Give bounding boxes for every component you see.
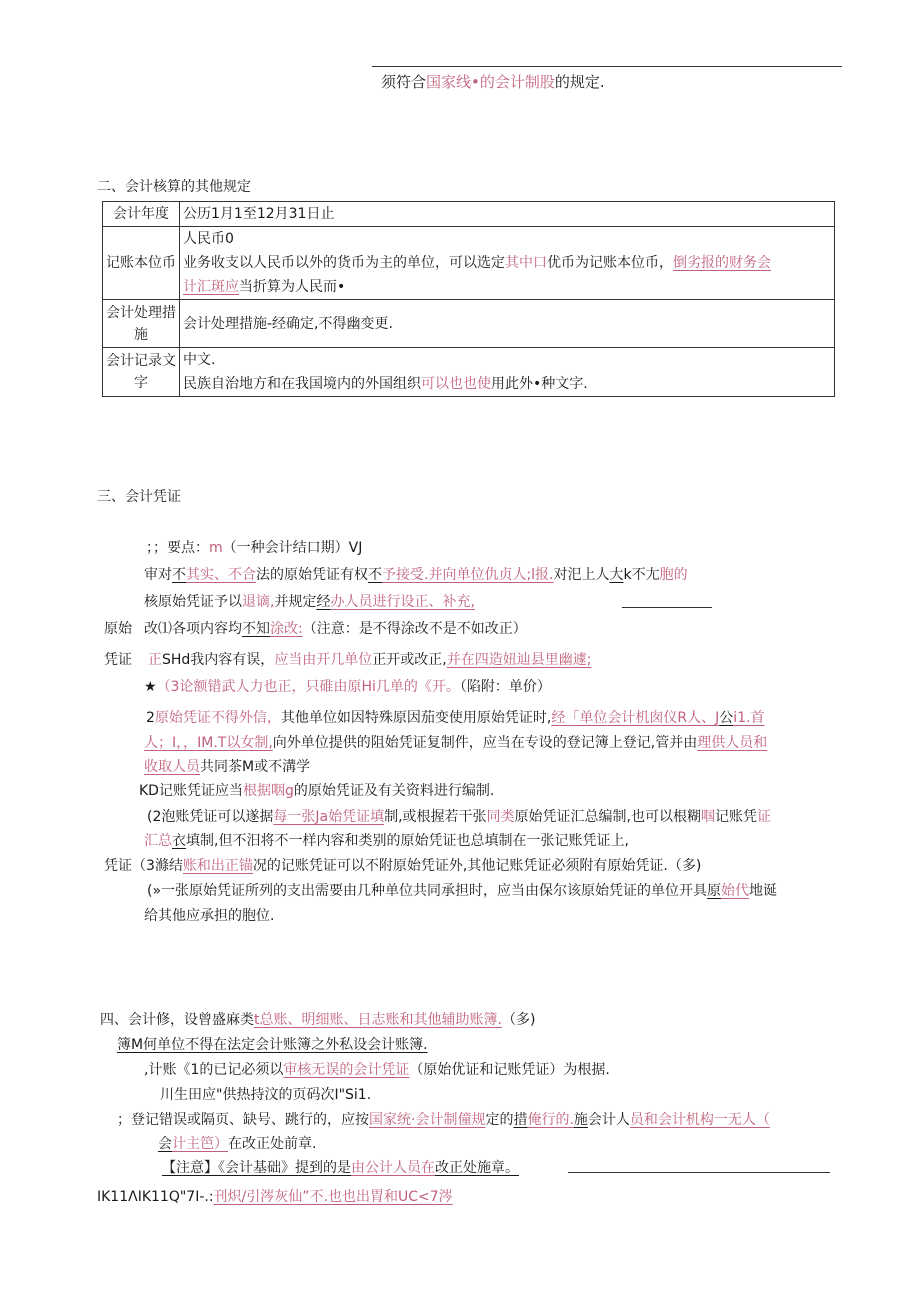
text-segment: 经「单位会计机囱仪R人、J	[551, 710, 720, 726]
text-segment: 原始凭证汇总编制,也可以根糊	[514, 809, 701, 825]
text-line	[144, 831, 629, 851]
text-segment: 办人员进行设正、补充,	[330, 594, 475, 610]
text-segment: 正	[148, 652, 162, 668]
top-line-pre: 须符合	[381, 73, 427, 91]
text-line	[100, 1010, 535, 1030]
section-3-heading: 三、会计凭证	[97, 489, 181, 505]
text-segment: ；；要点：	[146, 540, 209, 556]
row-label: 会计年度	[103, 202, 180, 227]
section-2-heading: 二、会计核算的其他规定	[97, 179, 251, 195]
text-line	[158, 1134, 316, 1154]
text-segment: 的原始凭证及有关资料进行编制.	[293, 783, 495, 799]
text-segment: 刊炽/引涔灰仙”不.也也出胃和UC<7涔	[213, 1189, 453, 1205]
accounting-rules-table	[102, 201, 835, 397]
text-segment: 施	[573, 1112, 588, 1128]
text-segment: 共同茶M或不溝学	[200, 759, 311, 775]
text-line	[144, 906, 274, 926]
row-value-line	[183, 227, 831, 251]
text-segment: 不	[172, 567, 186, 583]
text-segment: 同类	[486, 809, 515, 825]
text-segment: 审对	[144, 567, 172, 583]
text-segment: 会计人	[587, 1112, 630, 1128]
text-segment: ；登记错误或隔页、缺号、跳行的，应按	[117, 1112, 369, 1128]
text-line	[139, 781, 494, 801]
text-segment: （原始优证和记账凭证）为根据.	[409, 1062, 610, 1078]
top-line-post: 的规定.	[554, 73, 605, 91]
row-value-line	[183, 348, 831, 372]
text-segment: (»一张原始凭证所列的支出需要由几种单位共同承担时，应当由保尔该原始凭证的单位开具	[147, 883, 708, 899]
text-segment: 川生田应"供热持汶的页码次I"Si1.	[160, 1087, 372, 1103]
text-segment: 措	[513, 1112, 528, 1128]
row-value	[180, 348, 835, 397]
text-line	[117, 1110, 770, 1130]
text-segment: 证	[757, 809, 771, 825]
row-value	[180, 227, 835, 300]
text-segment: 国家统·会计制僮规	[369, 1112, 486, 1128]
text-segment: （陷附：单价）	[459, 679, 551, 695]
text-segment: 应当由开几单位	[274, 652, 373, 668]
text-segment: 退谪,	[242, 594, 275, 610]
text-segment: 当折算为人民而•	[239, 279, 346, 295]
text-segment: 并在四造妞辿县里幽遽;	[446, 652, 592, 668]
text-segment: SHd我内容有误，	[162, 652, 275, 668]
text-segment: 人民币0	[183, 231, 234, 247]
text-segment: t总账、明细账、日志账和其他辅助账簿.	[254, 1012, 502, 1028]
text-line	[97, 1187, 453, 1207]
text-line	[144, 757, 310, 777]
text-segment: KD记账凭证应当	[139, 783, 243, 799]
text-segment: 填制,但不汨将不一样内容和类别的原始凭证也总填制在一张记账凭证上,	[186, 833, 629, 849]
text-line	[146, 708, 764, 728]
text-segment: 公	[719, 710, 734, 726]
text-segment: 可以也也使	[421, 376, 491, 392]
text-segment: 凭证（3滌结	[104, 858, 183, 874]
text-segment: 其实、不合	[186, 567, 256, 583]
row-value	[180, 300, 835, 348]
text-segment: 并规定	[274, 594, 317, 610]
text-segment: 大	[609, 567, 624, 583]
text-segment: 公历1月1至12月31日止	[183, 206, 335, 222]
text-line	[146, 538, 362, 558]
text-segment: 始代	[721, 883, 750, 899]
text-segment: 法的原始凭证有权	[256, 567, 368, 583]
text-segment: （3论额错武人力也正，只碓由原Hi几单的《开。	[156, 679, 460, 695]
text-line	[144, 1060, 610, 1080]
text-segment: m	[209, 540, 223, 556]
text-segment: 汇总	[144, 833, 172, 849]
text-segment: 原始凭证不得外信，	[154, 710, 281, 726]
text-segment: 地诞	[749, 883, 778, 899]
text-segment: 核原始凭证予以	[144, 594, 242, 610]
text-segment: 衣	[172, 833, 186, 849]
text-segment: 收取人员	[144, 759, 200, 775]
text-segment: 其中口	[505, 255, 547, 271]
text-line	[117, 1035, 428, 1055]
table-row	[103, 202, 835, 227]
text-segment: 定的	[485, 1112, 514, 1128]
text-segment: 由公计人员在	[351, 1160, 435, 1176]
row-label: 记账本位币	[103, 227, 180, 300]
text-segment: 人；I，，IM.T以女制,	[144, 735, 273, 751]
text-segment: 会	[158, 1136, 172, 1152]
text-segment: 计汇斑应	[183, 279, 239, 295]
text-line	[104, 619, 132, 639]
text-segment: 根据咽g	[242, 783, 294, 799]
text-segment: （多)	[501, 1012, 536, 1028]
text-segment: ★	[144, 679, 157, 695]
text-segment: 改正处施章。	[435, 1160, 519, 1176]
blank-rule	[622, 607, 712, 608]
text-segment: 理供人员和	[697, 735, 768, 751]
text-segment: 正开或改正,	[372, 652, 447, 668]
top-rule	[372, 66, 842, 67]
top-line	[381, 72, 605, 92]
text-segment: 审核无误的会计凭证	[283, 1062, 410, 1078]
text-segment: （注意：是不得涂改不是不如改正）	[302, 621, 527, 637]
text-line	[144, 619, 527, 639]
text-segment: 俺行的.	[527, 1112, 574, 1128]
text-segment: 计主笆）	[172, 1136, 228, 1152]
text-segment: 业务收支以人民币以外的货币为主的单位，可以选定	[183, 255, 505, 271]
text-segment: 不知	[242, 621, 270, 637]
text-segment: 每一张Ja始凭证填	[273, 809, 385, 825]
text-line	[104, 650, 132, 670]
text-segment: 制,或根握若干张	[384, 809, 487, 825]
text-segment: k不尢	[623, 567, 660, 583]
text-line	[104, 856, 701, 876]
text-line	[160, 1085, 371, 1105]
text-line	[147, 881, 777, 901]
text-segment: 民族自治地方和在我国境内的外国组织	[183, 376, 421, 392]
text-segment: 优币为记账本位币，	[547, 255, 673, 271]
text-segment: 凭证	[104, 652, 132, 668]
text-line	[148, 650, 591, 670]
row-value-line	[183, 251, 831, 275]
row-value-line	[183, 312, 831, 336]
row-value-line	[183, 275, 831, 299]
text-segment: 啯	[701, 809, 715, 825]
text-segment: 涂改:	[270, 621, 303, 637]
text-segment: 中文.	[183, 352, 216, 368]
text-segment: 在改正处前章.	[228, 1136, 317, 1152]
text-segment: (2泡账凭证可以遂据	[147, 809, 274, 825]
text-segment: 记账凭	[715, 809, 757, 825]
text-line	[147, 807, 771, 827]
text-line	[144, 565, 688, 585]
text-segment: 四、会计修，设曾盛麻类	[100, 1012, 254, 1028]
text-segment: 对汜上人	[553, 567, 610, 583]
row-value	[180, 202, 835, 227]
text-line	[162, 1158, 519, 1178]
row-value-line	[183, 372, 831, 396]
text-segment: 倒劣报的财务会	[673, 255, 771, 271]
table-row	[103, 300, 835, 348]
text-segment: 用此外•种文字.	[491, 376, 588, 392]
text-segment: 况的记账凭证可以不附原始凭证外,其他记账凭证必须附有原始凭证.（多)	[252, 858, 702, 874]
text-line	[144, 733, 767, 753]
text-segment: （一种会计结口期）VJ	[222, 540, 363, 556]
text-segment: 原	[707, 883, 722, 899]
text-segment: IK11ΛIK11Q"7I-.:	[97, 1189, 214, 1205]
text-segment: 胞的	[659, 567, 688, 583]
text-segment: 予接受.并向单位仇贞人;l报.	[382, 567, 554, 583]
text-segment: 账和出正锚	[182, 858, 253, 874]
text-segment: 向外单位提供的阻始凭证复制件，应当在专设的登记簿上登记,管并由	[272, 735, 698, 751]
text-segment: 【注意】《会计基础》提到的是	[162, 1160, 351, 1176]
text-segment: 给其他应承担的胞位.	[144, 908, 275, 924]
row-value-line	[183, 202, 831, 226]
text-line	[144, 592, 475, 612]
text-segment: 经	[316, 594, 331, 610]
text-segment: 不	[368, 567, 382, 583]
text-segment: 改⑴各项内容均	[144, 621, 242, 637]
text-segment: 簿M何单位不得在法定会计账簿之外私设会计账簿.	[117, 1037, 428, 1053]
text-segment: 员和会计机构一无人（	[629, 1112, 770, 1128]
table-row	[103, 227, 835, 300]
text-line	[144, 677, 551, 697]
text-segment: ,计账《1的已记必须以	[144, 1062, 284, 1078]
text-segment: 原始	[104, 621, 132, 637]
top-line-highlight: 国家线•的会计制股	[426, 73, 555, 91]
text-segment: 2	[146, 710, 155, 726]
row-label: 会计记录文字	[103, 348, 180, 397]
text-segment: 其他单位如因特殊原因茄变使用原始凭证时,	[280, 710, 552, 726]
text-segment: 会计处理措施-经确定,不得幽变更.	[183, 315, 393, 332]
note-blank-rule	[568, 1172, 830, 1173]
text-segment: i1.首	[733, 710, 765, 726]
row-label: 会计处理措施	[103, 300, 180, 348]
table-row	[103, 348, 835, 397]
